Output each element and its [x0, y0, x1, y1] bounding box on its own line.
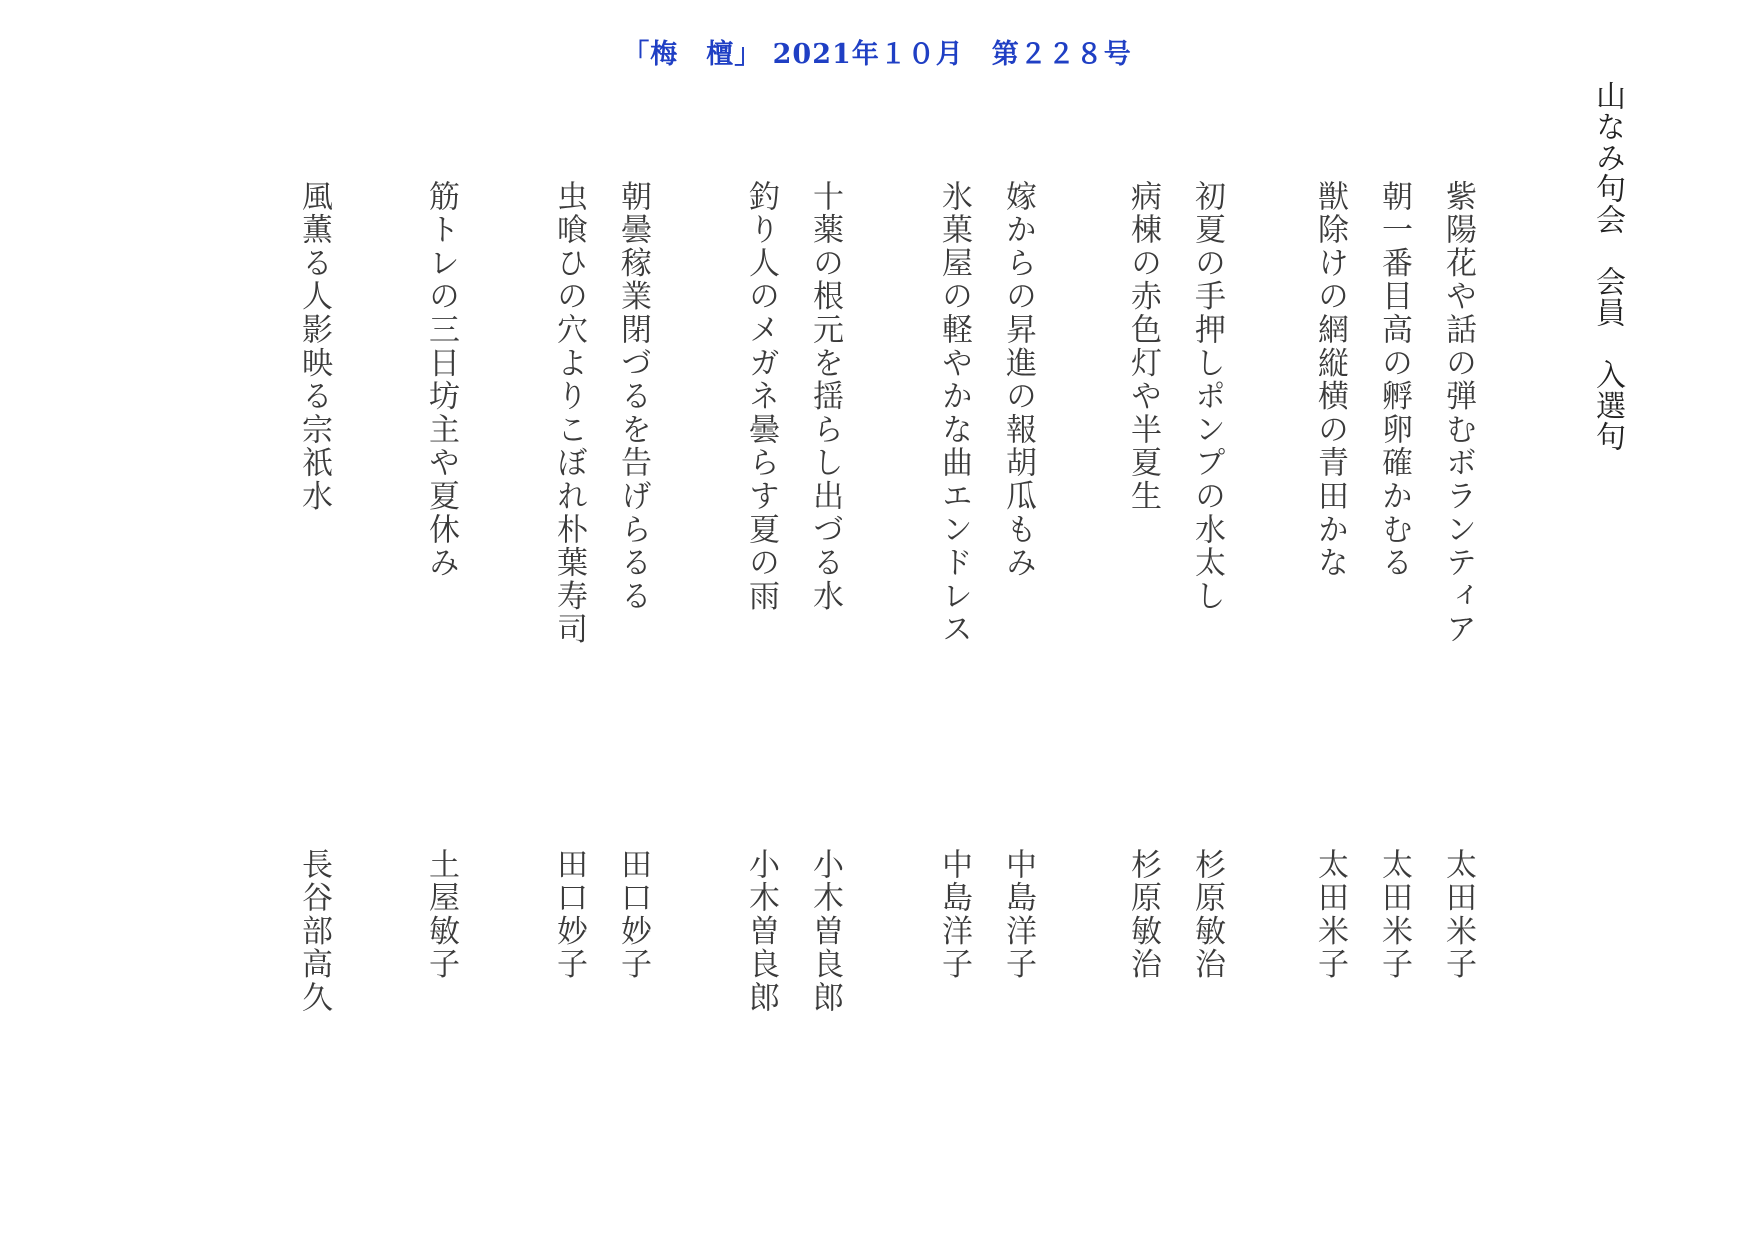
author-5: 杉原敏治 [1125, 848, 1161, 982]
haiku-11: 虫喰ひの穴よりこぼれ朴葉寿司 [551, 180, 587, 647]
author-4: 杉原敏治 [1189, 848, 1225, 982]
author-1: 太田米子 [1440, 848, 1476, 982]
haiku-1: 紫陽花や話の弾むボランティア [1440, 180, 1476, 647]
page-header: 「梅 檀」 2021年１０月 第２２８号 [622, 39, 1132, 70]
author-3: 太田米子 [1312, 848, 1348, 982]
haiku-5: 病棟の赤色灯や半夏生 [1125, 180, 1161, 513]
haiku-4: 初夏の手押しポンプの水太し [1189, 180, 1225, 613]
haiku-10: 朝曇稼業閉づるを告げらるる [615, 180, 651, 613]
author-9: 小木曽良郎 [743, 848, 779, 1015]
haiku-13: 風薫る人影映る宗祇水 [296, 180, 332, 513]
author-8: 小木曽良郎 [807, 848, 843, 1015]
haiku-3: 獣除けの網縦横の青田かな [1312, 180, 1348, 580]
section-title: 山なみ句会 会員 入選句 [1590, 80, 1625, 452]
author-12: 土屋敏子 [423, 848, 459, 982]
haiku-7: 氷菓屋の軽やかな曲エンドレス [936, 180, 972, 647]
haiku-2: 朝一番目高の孵卵確かむる [1376, 180, 1412, 580]
haiku-9: 釣り人のメガネ曇らす夏の雨 [743, 180, 779, 613]
author-2: 太田米子 [1376, 848, 1412, 982]
haiku-12: 筋トレの三日坊主や夏休み [423, 180, 459, 580]
haiku-8: 十薬の根元を揺らし出づる水 [807, 180, 843, 613]
author-6: 中島洋子 [1000, 848, 1036, 982]
author-7: 中島洋子 [936, 848, 972, 982]
haiku-6: 嫁からの昇進の報胡瓜もみ [1000, 180, 1036, 580]
author-13: 長谷部高久 [296, 848, 332, 1015]
author-11: 田口妙子 [551, 848, 587, 982]
author-10: 田口妙子 [615, 848, 651, 982]
